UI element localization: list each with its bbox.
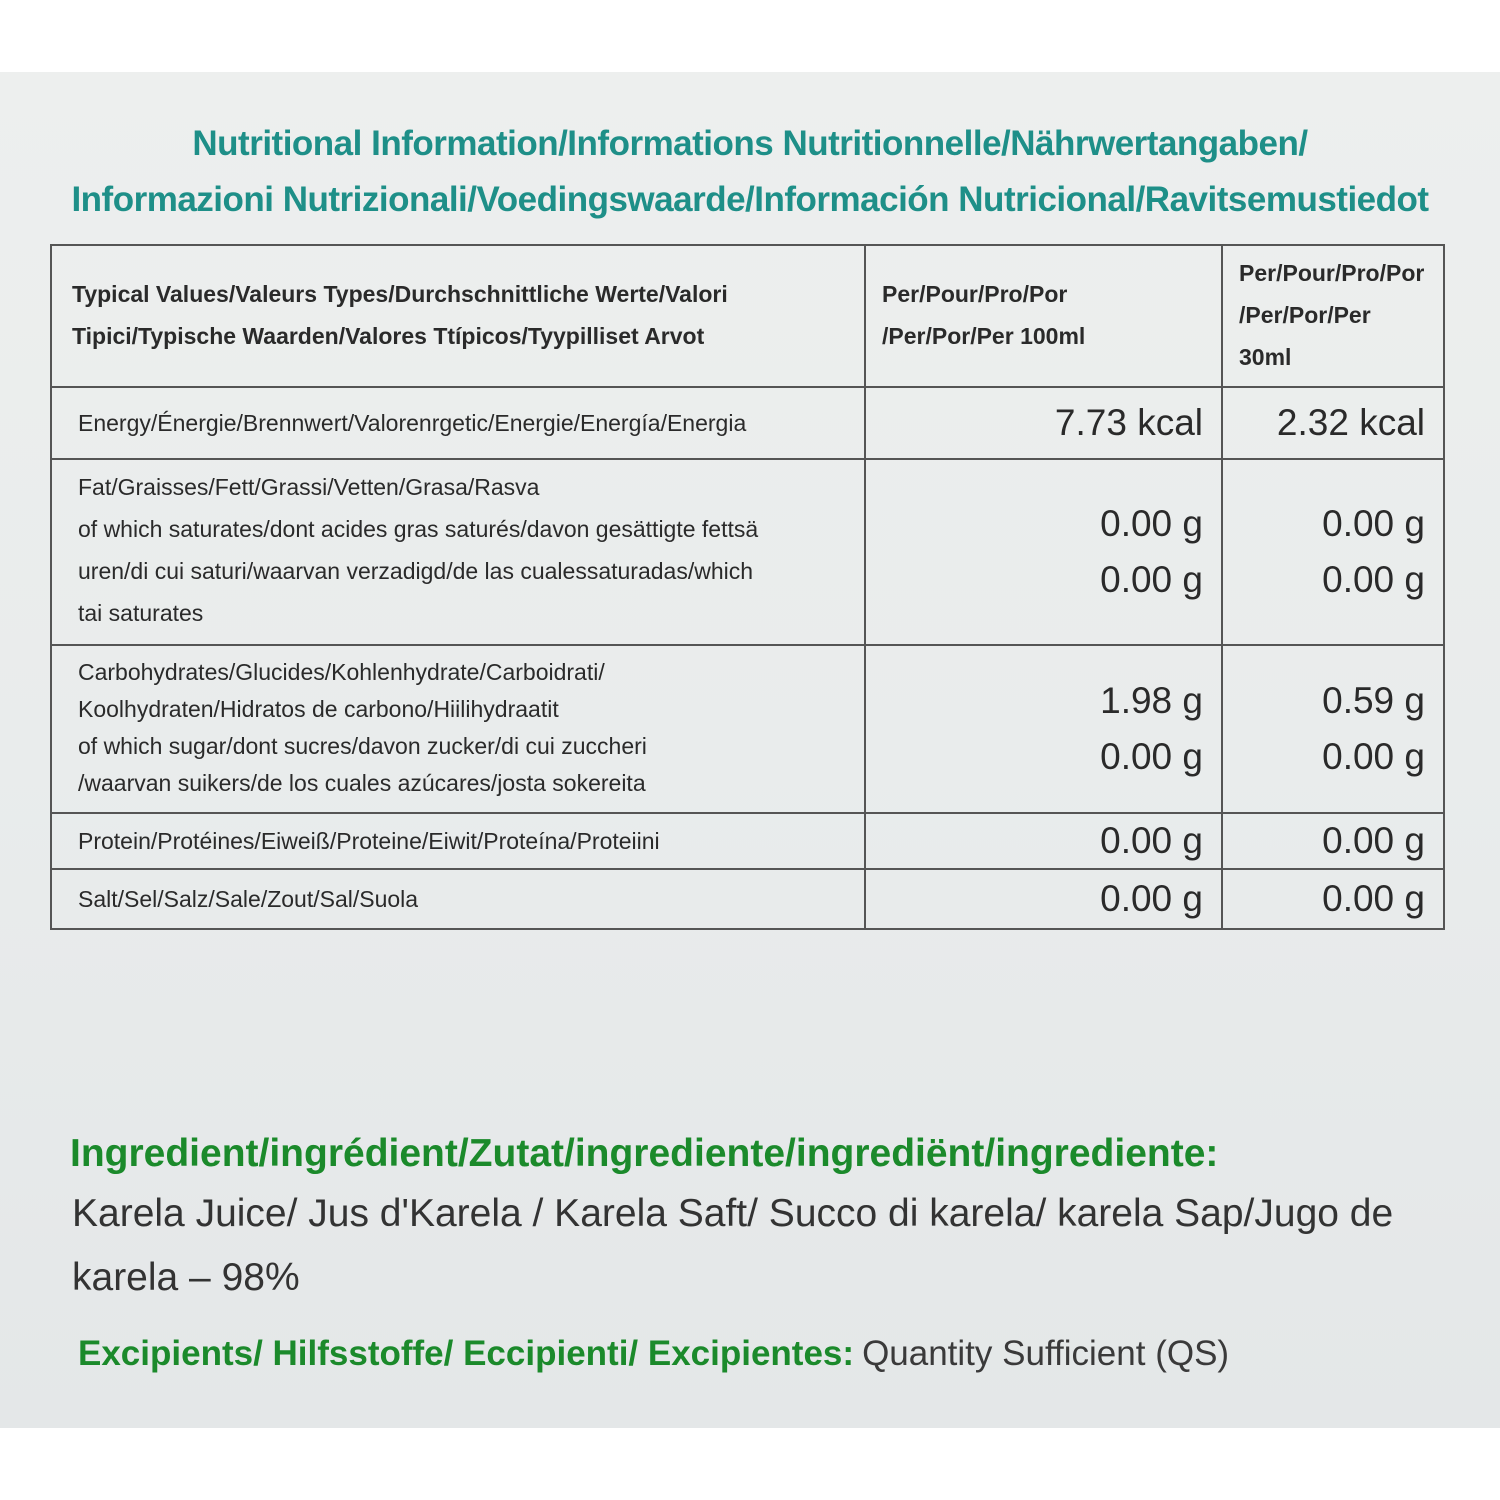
sugar-value: 0.00 g [1100,736,1203,777]
title-line-2: Informazioni Nutrizionali/Voedingswaarde/Información Nutricional/Ravitsemustiedot [71,180,1429,219]
protein-per-100ml: 0.00 g [865,813,1222,869]
excipients-value: Quantity Sufficient (QS) [862,1334,1230,1373]
energy-per-30ml: 2.32 kcal [1222,387,1444,459]
carbs-label-line: Carbohydrates/Glucides/Kohlenhydrate/Carboidrati/ [78,659,605,685]
salt-label: Salt/Sel/Salz/Sale/Zout/Sal/Suola [51,869,865,929]
energy-per-100ml: 7.73 kcal [865,387,1222,459]
excipients-line [78,1334,1498,1374]
carbs-per-100ml-cell [865,645,1222,813]
fat-row [51,459,1444,645]
carbohydrate-value: 0.59 g [1322,680,1425,721]
label-panel [0,72,1500,1428]
fat-label-line: Fat/Graisses/Fett/Grassi/Vetten/Grasa/Rasva [78,474,540,500]
ingredient-heading: Ingredient/ingrédient/Zutat/ingrediente/ingrediënt/ingrediente: [70,1132,1219,1175]
header-col-line: /Per/Por/Per 30ml [1239,302,1371,370]
carbohydrates-row [51,645,1444,813]
header-label-cell [51,245,865,387]
sugar-value: 0.00 g [1322,736,1425,777]
fat-label-line: tai saturates [78,600,204,626]
salt-per-100ml: 0.00 g [865,869,1222,929]
salt-row [51,869,1444,929]
title-line-1: Nutritional Information/Informations Nutritionnelle/Nährwertangaben/ [192,124,1308,163]
protein-row [51,813,1444,869]
saturates-value: 0.00 g [1100,559,1203,600]
fat-label-line: of which saturates/dont acides gras saturés/davon gesättigte fettsä [78,516,759,542]
fat-per-30ml-cell [1222,459,1444,645]
carbs-per-30ml-cell [1222,645,1444,813]
header-col-line: Per/Pour/Pro/Por [882,281,1068,307]
header-label-line: Tipici/Typische Waarden/Valores Ttípicos/Tyypilliset Arvot [72,323,705,349]
energy-row [51,387,1444,459]
saturates-value: 0.00 g [1322,559,1425,600]
protein-per-30ml: 0.00 g [1222,813,1444,869]
carbs-label-line: Koolhydraten/Hidratos de carbono/Hiilihydraatit [78,696,559,722]
carbs-label-cell [51,645,865,813]
protein-label: Protein/Protéines/Eiweiß/Proteine/Eiwit/Proteína/Proteiini [51,813,865,869]
fat-value: 0.00 g [1322,503,1425,544]
header-per-100ml [865,245,1222,387]
table-header-row [51,245,1444,387]
fat-per-100ml-cell [865,459,1222,645]
carbs-label-line: of which sugar/dont sucres/davon zucker/di cui zuccheri [78,733,647,759]
fat-label-cell [51,459,865,645]
fat-value: 0.00 g [1100,503,1203,544]
nutrition-table [50,244,1445,930]
header-label-line: Typical Values/Valeurs Types/Durchschnittliche Werte/Valori [72,281,728,307]
energy-label: Energy/Énergie/Brennwert/Valorenrgetic/Energie/Energía/Energia [51,387,865,459]
excipients-label: Excipients/ Hilfsstoffe/ Eccipienti/ Excipientes: [78,1334,855,1373]
carbs-label-line: /waarvan suikers/de los cuales azúcares/josta sokereita [78,770,646,796]
carbohydrate-value: 1.98 g [1100,680,1203,721]
header-col-line: Per/Pour/Pro/Por [1239,260,1425,286]
salt-per-30ml: 0.00 g [1222,869,1444,929]
ingredient-text: Karela Juice/ Jus d'Karela / Karela Saft/ Succo di karela/ karela Sap/Jugo de karela – 98% [72,1192,1394,1299]
header-per-30ml [1222,245,1444,387]
header-col-line: /Per/Por/Per 100ml [882,323,1086,349]
fat-label-line: uren/di cui saturi/waarvan verzadigd/de las cualessaturadas/which [78,558,754,584]
